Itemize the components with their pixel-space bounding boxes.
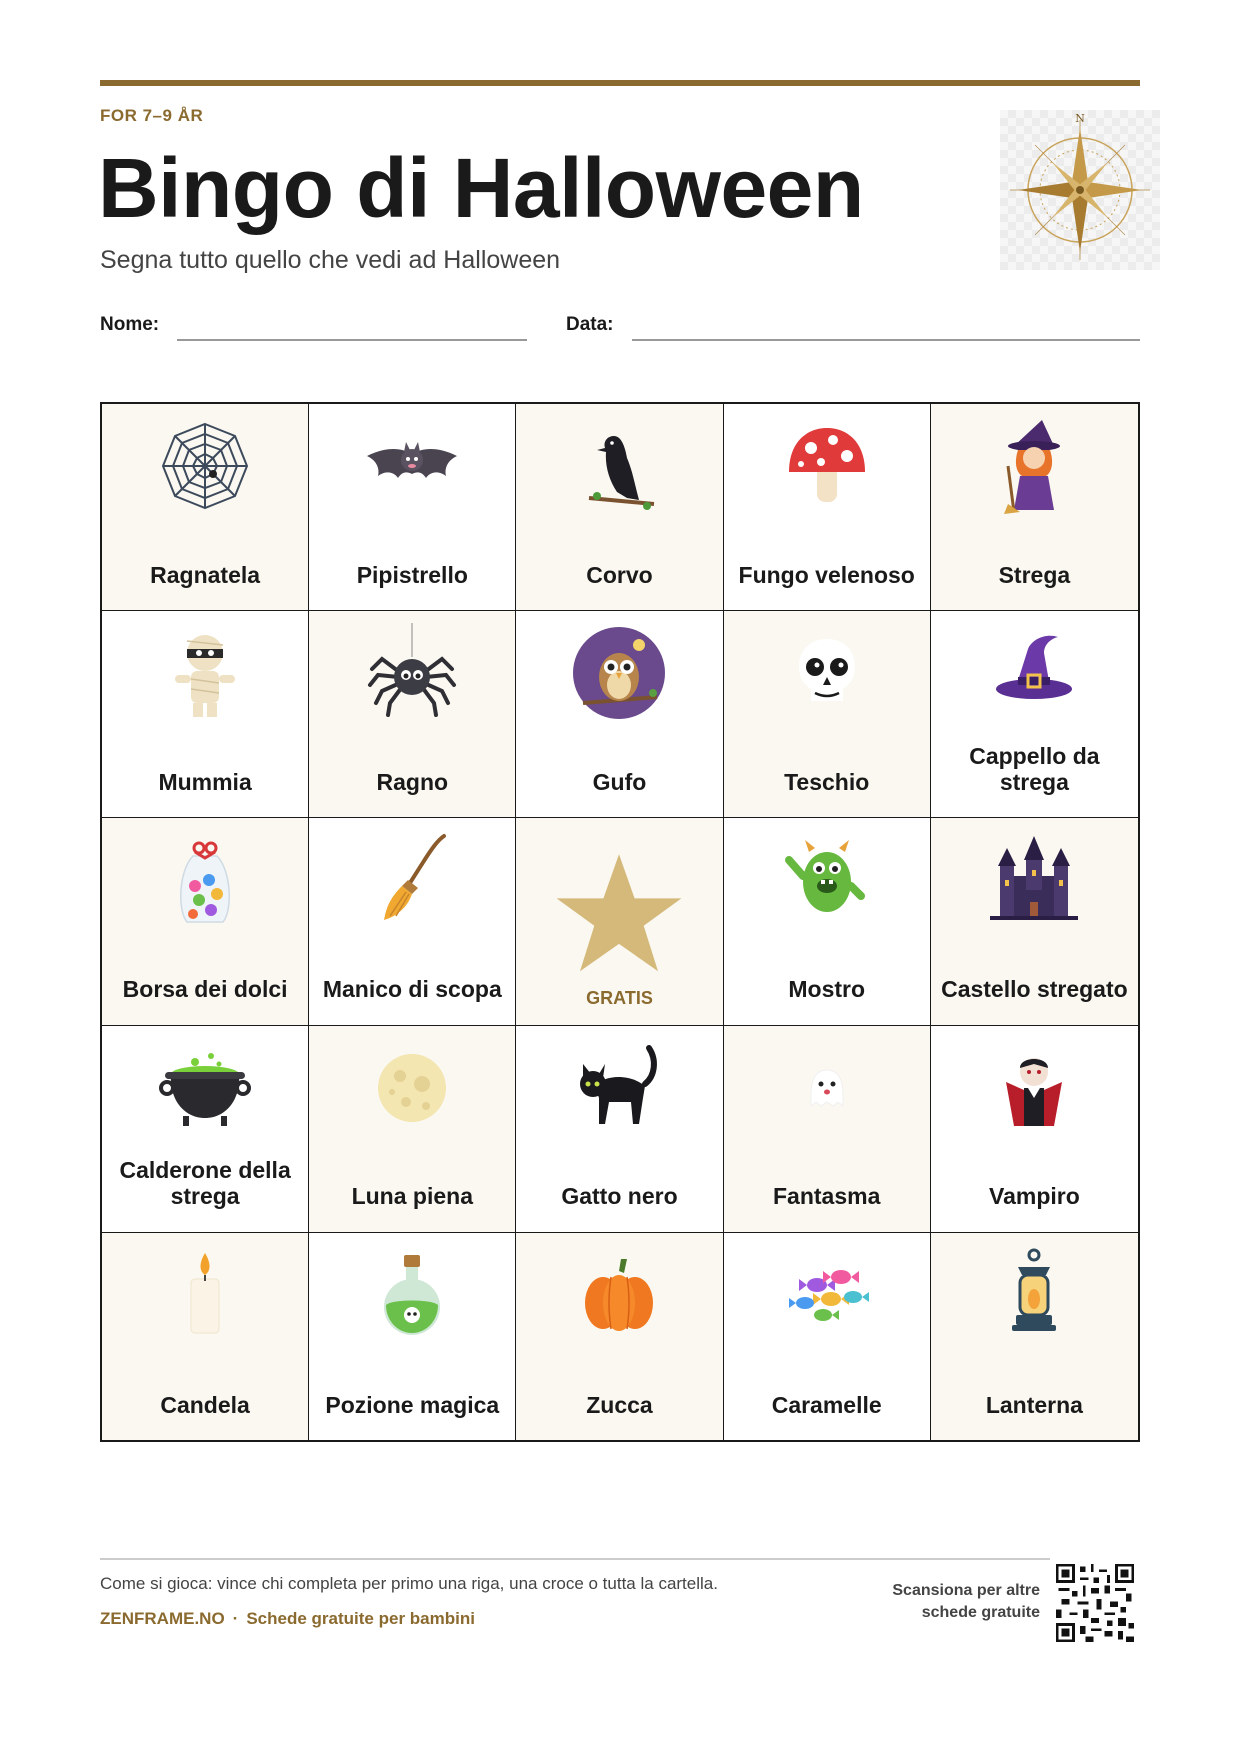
lantern-icon xyxy=(984,1245,1084,1345)
bingo-cell-fantasma[interactable] xyxy=(724,1026,931,1233)
cell-label: Pozione magica xyxy=(325,1391,500,1418)
date-field[interactable] xyxy=(632,339,1140,341)
cell-label: Luna piena xyxy=(351,1183,473,1210)
cell-label: Mummia xyxy=(158,768,252,795)
witch-icon xyxy=(984,416,1084,516)
how-to-play: Come si gioca: vince chi completa per primo una riga, una croce o tutta la cartella. xyxy=(100,1574,718,1593)
bingo-cell-borsa-dei-dolci[interactable] xyxy=(102,818,309,1025)
bingo-cell-manico-di-scopa[interactable] xyxy=(309,818,516,1025)
monster-icon xyxy=(777,830,877,930)
cell-label: Mostro xyxy=(788,976,866,1003)
footer-rule xyxy=(100,1558,1050,1560)
full-moon-icon xyxy=(362,1038,462,1138)
cell-label: Fantasma xyxy=(773,1183,881,1210)
bingo-cell-ragnatela[interactable] xyxy=(102,404,309,611)
bingo-cell-strega[interactable] xyxy=(931,404,1138,611)
bingo-cell-candela[interactable] xyxy=(102,1233,309,1440)
bingo-grid xyxy=(100,402,1140,1442)
scan-line-1: Scansiona per altre xyxy=(892,1582,1040,1599)
black-cat-icon xyxy=(569,1038,669,1138)
svg-text:N: N xyxy=(1075,112,1085,125)
top-rule xyxy=(100,80,1140,86)
bingo-cell-mummia[interactable] xyxy=(102,611,309,818)
cell-label: Ragnatela xyxy=(150,561,261,588)
cell-label: Castello stregato xyxy=(941,976,1128,1003)
potion-icon xyxy=(362,1245,462,1345)
scan-caption xyxy=(860,1580,1040,1625)
cell-label: Gufo xyxy=(592,768,647,795)
bingo-cell-vampiro[interactable] xyxy=(931,1026,1138,1233)
bingo-cell-mostro[interactable] xyxy=(724,818,931,1025)
crow-icon xyxy=(569,416,669,516)
bingo-cell-ragno[interactable] xyxy=(309,611,516,818)
page-subtitle: Segna tutto quello che vedi ad Halloween xyxy=(100,246,561,274)
cell-label: Zucca xyxy=(586,1391,653,1418)
cell-label: Lanterna xyxy=(985,1391,1083,1418)
haunted-castle-icon xyxy=(984,830,1084,930)
cell-label: Ragno xyxy=(376,768,449,795)
star-icon xyxy=(554,849,684,979)
cell-label: Corvo xyxy=(586,561,653,588)
mushroom-icon xyxy=(777,416,877,516)
cell-label: Strega xyxy=(998,561,1071,588)
bingo-cell-teschio[interactable] xyxy=(724,611,931,818)
page-title: Bingo di Halloween xyxy=(98,141,864,235)
owl-icon xyxy=(569,623,669,723)
cell-label: Caramelle xyxy=(771,1391,882,1418)
brand-line xyxy=(100,1609,475,1629)
cell-label: Pipistrello xyxy=(356,561,468,588)
spider-icon xyxy=(362,623,462,723)
vampire-icon xyxy=(984,1038,1084,1138)
bingo-cell-cappello-da-strega[interactable] xyxy=(931,611,1138,818)
age-band: FOR 7–9 ÅR xyxy=(100,106,204,125)
separator: · xyxy=(232,1609,239,1628)
bingo-cell-fungo-velenoso[interactable] xyxy=(724,404,931,611)
pumpkin-icon xyxy=(569,1245,669,1345)
tagline: Schede gratuite per bambini xyxy=(246,1609,475,1628)
date-label: Data: xyxy=(566,314,614,335)
bingo-cell-gatto-nero[interactable] xyxy=(516,1026,723,1233)
bingo-cell-lanterna[interactable] xyxy=(931,1233,1138,1440)
scan-line-2: schede gratuite xyxy=(921,1604,1040,1622)
bingo-cell-caramelle[interactable] xyxy=(724,1233,931,1440)
bingo-cell-luna-piena[interactable] xyxy=(309,1026,516,1233)
name-label: Nome: xyxy=(100,314,160,335)
cell-label: Vampiro xyxy=(989,1183,1080,1210)
bingo-cell-corvo[interactable] xyxy=(516,404,723,611)
skull-icon xyxy=(777,623,877,723)
cell-label: Borsa dei dolci xyxy=(122,976,288,1003)
cell-label: Candela xyxy=(160,1391,250,1418)
cell-label: Manico di scopa xyxy=(322,976,502,1003)
broom-icon xyxy=(362,830,462,930)
free-space-label: GRATIS xyxy=(586,987,653,1008)
mummy-icon xyxy=(155,623,255,723)
cell-label: Fungo velenoso xyxy=(738,561,915,588)
bingo-cell-zucca[interactable] xyxy=(516,1233,723,1440)
ghost-icon xyxy=(777,1038,877,1138)
cauldron-icon xyxy=(155,1038,255,1138)
cell-label: Teschio xyxy=(784,768,870,795)
witch-hat-icon xyxy=(984,623,1084,723)
cell-label: Cappello da strega xyxy=(969,742,1100,795)
qr-code-icon[interactable] xyxy=(1056,1564,1134,1642)
bat-icon xyxy=(362,416,462,516)
candies-icon xyxy=(777,1245,877,1345)
bingo-cell-calderone[interactable] xyxy=(102,1026,309,1233)
site-link[interactable]: ZENFRAME.NO xyxy=(100,1609,225,1628)
spider-web-icon xyxy=(155,416,255,516)
bingo-cell-castello-stregato[interactable] xyxy=(931,818,1138,1025)
compass-rose-icon xyxy=(1000,110,1160,270)
candy-bag-icon xyxy=(155,830,255,930)
bingo-cell-free[interactable] xyxy=(516,818,723,1025)
bingo-cell-gufo[interactable] xyxy=(516,611,723,818)
cell-label: Calderone della strega xyxy=(119,1156,291,1210)
candle-icon xyxy=(155,1245,255,1345)
bingo-cell-pozione-magica[interactable] xyxy=(309,1233,516,1440)
cell-label: Gatto nero xyxy=(561,1183,678,1210)
name-field[interactable] xyxy=(177,339,527,341)
bingo-cell-pipistrello[interactable] xyxy=(309,404,516,611)
